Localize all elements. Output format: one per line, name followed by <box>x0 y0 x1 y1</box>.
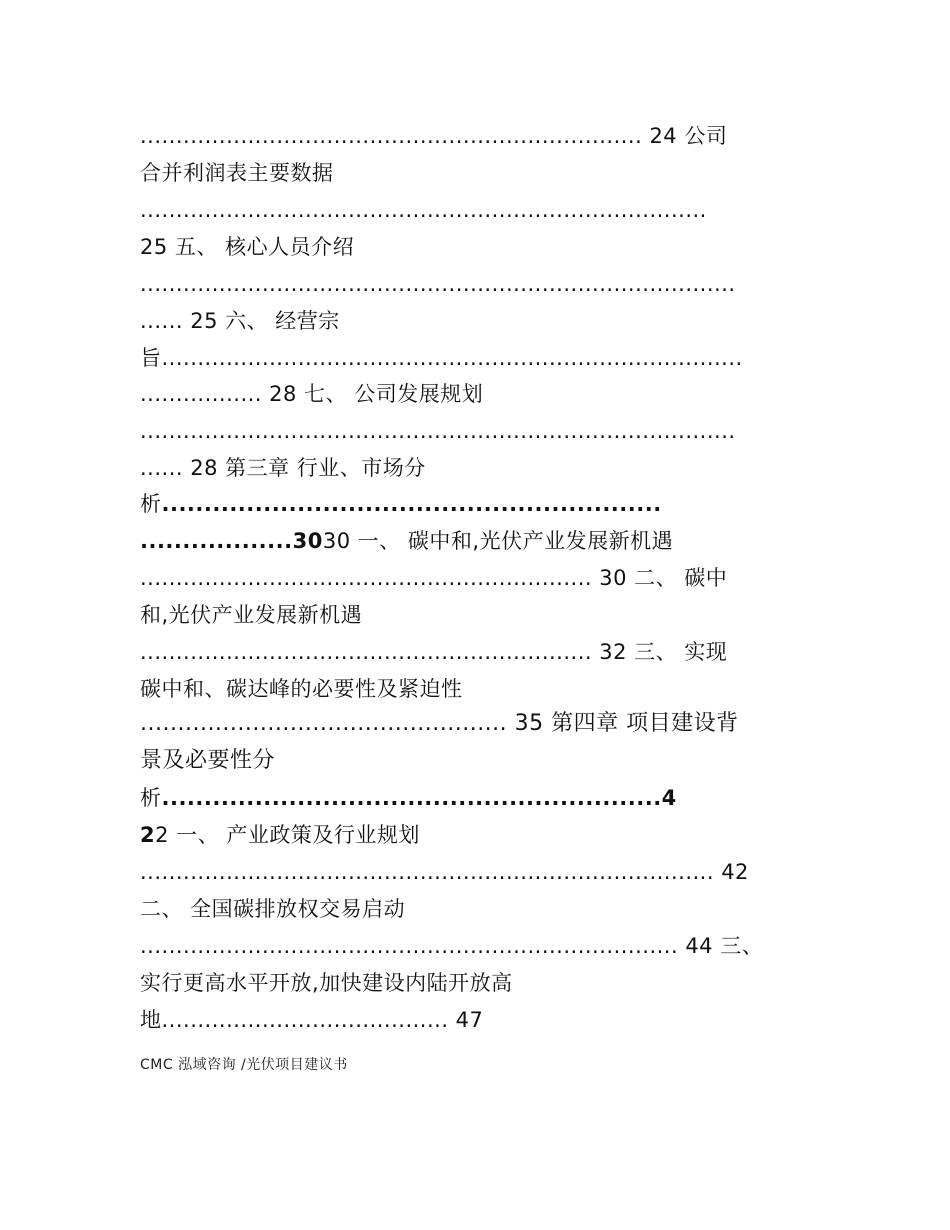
toc-line-25: 地........................................ 47 <box>140 1008 484 1032</box>
toc-line-20-text: 2 一、 产业政策及行业规划 <box>155 823 420 847</box>
toc-line-22: 二、 全国碳排放权交易启动 <box>140 897 406 921</box>
toc-line-9: ................................................................................... <box>140 419 736 443</box>
toc-line-19 <box>140 783 820 813</box>
toc-line-14: 和,光伏产业发展新机遇 <box>140 603 363 627</box>
toc-line-21: ................................................................................ 42 <box>140 860 749 884</box>
toc-line-19-leader: ...........................................................4 <box>161 786 677 810</box>
toc-line-3: ............................................................................... <box>140 198 707 222</box>
toc-line-11-leader: ........................................................... <box>161 492 662 516</box>
toc-line-2: 合并利润表主要数据 <box>140 161 334 185</box>
toc-line-11-text: 析 <box>140 492 162 516</box>
toc-line-4: 25 五、 核心人员介绍 <box>140 235 355 259</box>
toc-line-18: 景及必要性分 <box>140 748 276 773</box>
toc-line-12 <box>140 526 820 556</box>
toc-line-12-page: ..................30 <box>140 529 323 553</box>
toc-line-16: 碳中和、碳达峰的必要性及紧迫性 <box>140 677 463 701</box>
toc-line-17: ................................................. 35 第四章 项目建设背 <box>140 711 739 736</box>
toc-line-11 <box>140 489 820 519</box>
toc-line-24: 实行更高水平开放,加快建设内陆开放高 <box>140 971 513 995</box>
toc-line-10: ...... 28 第三章 行业、市场分 <box>140 456 426 480</box>
toc-line-19-text: 析 <box>140 786 162 810</box>
toc-line-20 <box>140 820 820 850</box>
toc-line-6: ...... 25 六、 经营宗 <box>140 309 340 333</box>
toc-line-23: ........................................................................... 44 三、 <box>140 934 764 958</box>
toc-line-7: 旨................................................................................. <box>140 346 743 370</box>
toc-line-5: ................................................................................... <box>140 272 736 296</box>
toc-line-20-page: 2 <box>140 823 156 847</box>
toc-line-8: ................. 28 七、 公司发展规划 <box>140 382 484 406</box>
page-footer: CMC 泓域咨询 /光伏项目建议书 <box>140 1057 348 1073</box>
toc-line-12-text: 30 一、 碳中和,光伏产业发展新机遇 <box>322 529 674 553</box>
toc-line-15: ............................................................... 32 三、 实现 <box>140 640 728 664</box>
toc-line-13: ............................................................... 30 二、 碳中 <box>140 566 728 590</box>
toc-line-1: ...................................................................... 24 公司 <box>140 124 728 148</box>
